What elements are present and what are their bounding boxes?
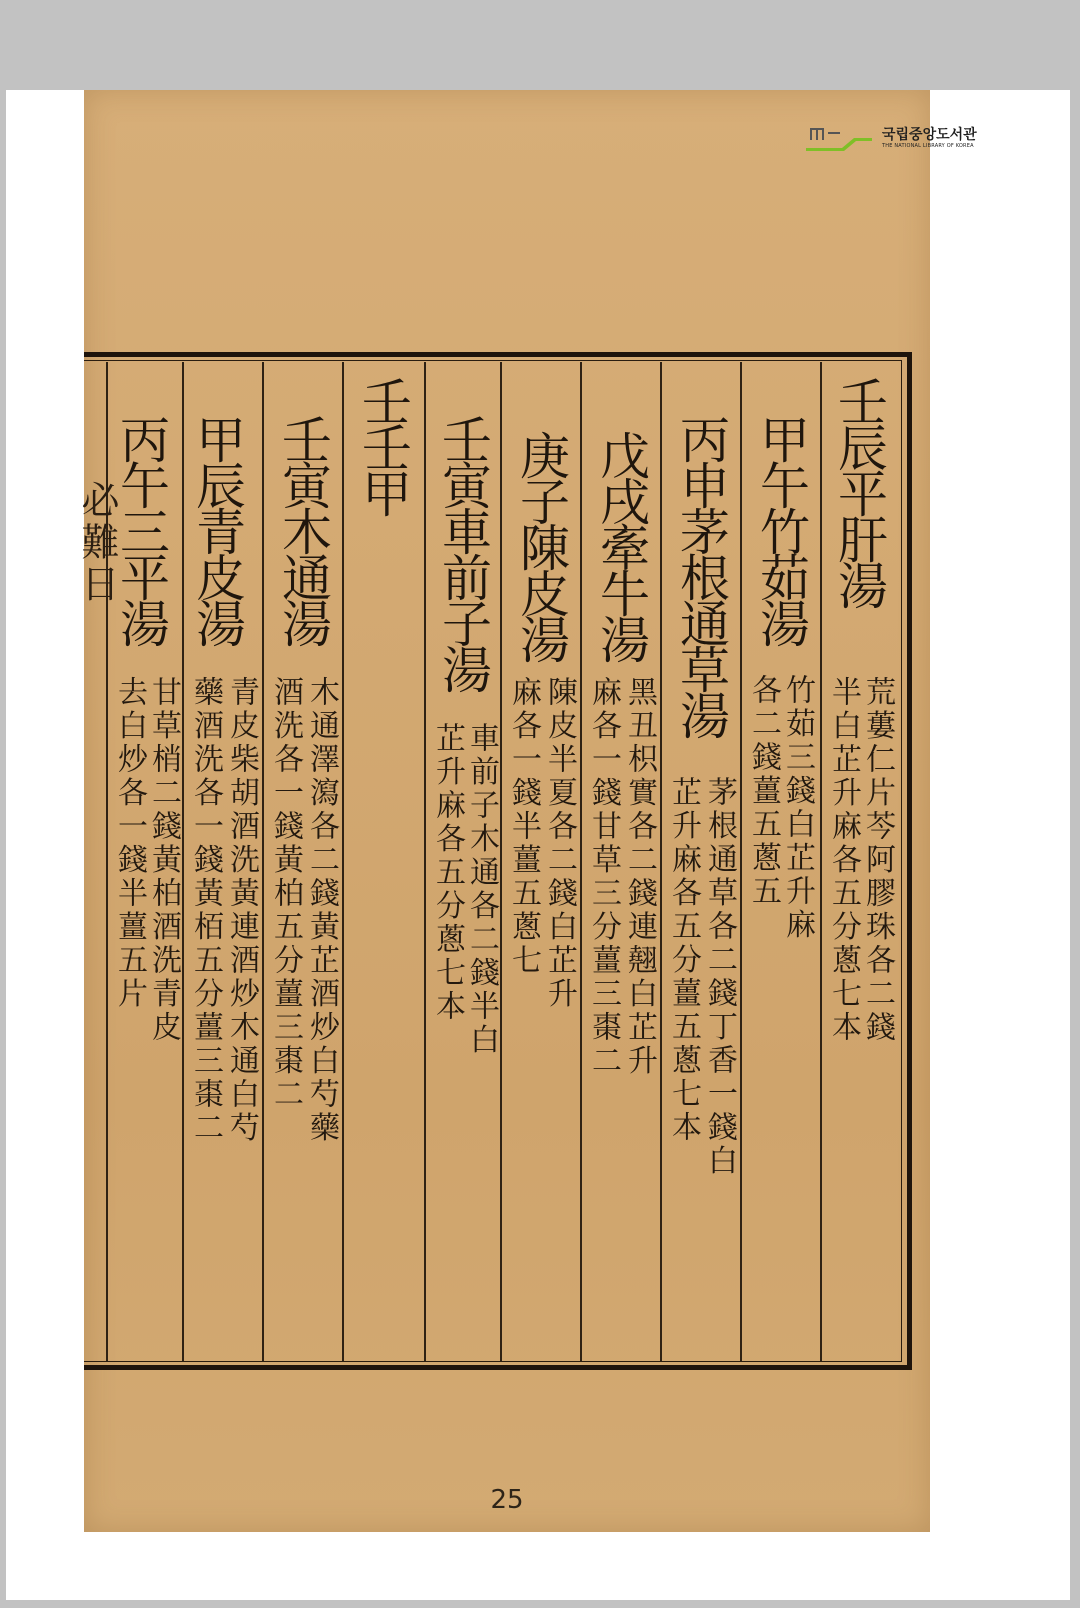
entry-note-left: 麻各一錢半薑五蔥七 (506, 676, 541, 978)
entry-note-right: 黑丑枳實各二錢連翹白芷升 (622, 676, 657, 1078)
entry-title: 戊戌牽牛湯 (592, 430, 650, 660)
entry-title: 甲午竹茹湯 (752, 414, 810, 644)
entry-note-left: 酒洗各一錢黃柏五分薑三棗二 (268, 676, 303, 1112)
entry-note-right: 荒蔞仁片芩阿膠珠各二錢 (860, 676, 895, 1045)
entry-note-left: 麻各一錢甘草三分薑三棗二 (586, 676, 621, 1078)
margin-fragment: 必難日 (75, 480, 119, 606)
library-subtitle: THE NATIONAL LIBRARY OF KOREA (882, 143, 974, 149)
entry-note-left: 芷升麻各五分薑五蔥七本 (666, 776, 701, 1145)
entry-column (822, 376, 900, 1356)
entry-note-right: 青皮柴胡酒洗黃連酒炒木通白芍 (224, 676, 259, 1145)
library-logo (806, 124, 981, 156)
entry-note-right: 陳皮半夏各二錢白芷升 (542, 676, 577, 1011)
entry-note-left: 芷升麻各五分蔥七本 (430, 722, 465, 1024)
library-logo-icon (806, 126, 874, 152)
entry-note-right: 竹茹三錢白芷升麻 (780, 674, 815, 942)
section-marker: 壬壬甲 (354, 376, 412, 514)
entry-column (742, 376, 820, 1356)
entry-note-left: 去白炒各一錢半薑五片 (112, 676, 147, 1011)
entry-note-left: 藥酒洗各一錢黃栢五分薑三棗二 (188, 676, 223, 1145)
section-marker-column (344, 376, 424, 1356)
entry-note-right: 木通澤瀉各二錢黃芷酒炒白芍藥 (304, 676, 339, 1145)
library-name: 국립중앙도서관 (882, 127, 977, 143)
entry-title: 庚子陳皮湯 (512, 430, 570, 660)
entry-column (502, 376, 580, 1356)
entry-column (184, 376, 262, 1356)
entry-column (426, 376, 500, 1356)
entry-title: 丙午三平湯 (112, 414, 170, 644)
entry-title: 丙申茅根通草湯 (672, 414, 730, 736)
entry-column (582, 376, 660, 1356)
entry-title: 壬寅車前子湯 (434, 414, 492, 690)
cut-off-margin-text (75, 480, 119, 1180)
entry-title: 甲辰青皮湯 (188, 414, 246, 644)
entry-column (264, 376, 342, 1356)
entry-note-left: 半白芷升麻各五分蔥七本 (826, 676, 861, 1045)
page-number: 25 (490, 1485, 524, 1515)
entry-column (662, 376, 740, 1356)
entry-note-left: 各二錢薑五蔥五 (746, 674, 781, 909)
entry-note-right: 車前子木通各二錢半白 (464, 722, 499, 1057)
entry-column (108, 376, 182, 1356)
entry-title: 壬辰平肝湯 (830, 376, 888, 606)
entry-title: 壬寅木通湯 (274, 414, 332, 644)
entry-note-right: 茅根通草各二錢丁香一錢白 (702, 776, 737, 1178)
entry-note-right: 甘草梢二錢黃柏酒洗青皮 (146, 676, 181, 1045)
